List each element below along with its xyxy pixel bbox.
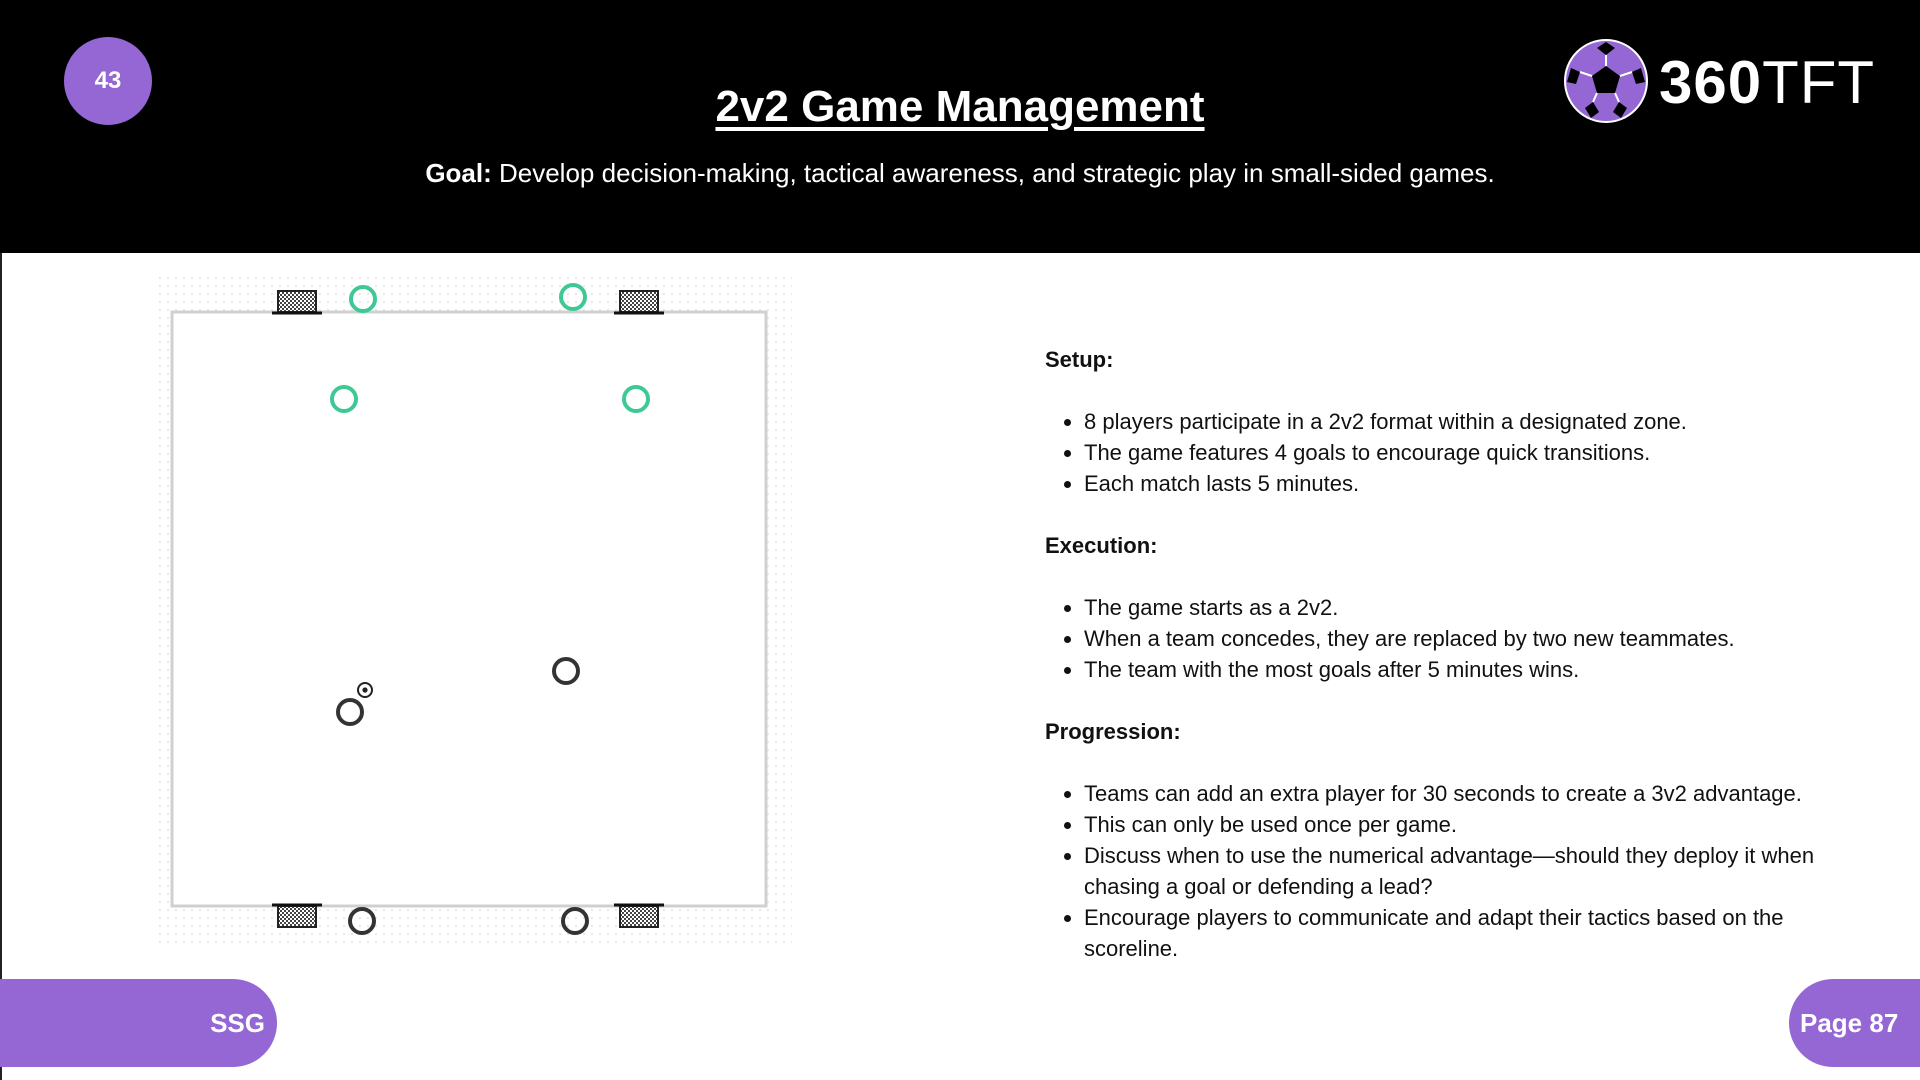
setup-list <box>1045 406 1825 499</box>
category-tab: SSG <box>0 979 277 1067</box>
goal-icon <box>272 291 322 313</box>
goal-icon <box>614 905 664 927</box>
list-item: • This can only be used once per game. <box>1084 809 1825 840</box>
brand-logo <box>1563 38 1893 124</box>
ball-icon <box>358 683 372 697</box>
setup-heading: Setup: <box>1045 347 1114 372</box>
progression-list <box>1045 778 1825 964</box>
goal-label: Goal: <box>425 158 492 188</box>
list-item: • Encourage players to communicate and adapt their tactics based on the scoreline. <box>1084 902 1825 964</box>
pitch-boundary <box>172 312 766 906</box>
page-number: Page 87 <box>1789 979 1920 1067</box>
execution-list <box>1045 592 1825 685</box>
list-item: • The team with the most goals after 5 minutes wins. <box>1084 654 1825 685</box>
list-item: • The game starts as a 2v2. <box>1084 592 1825 623</box>
header-bar <box>0 0 1920 253</box>
drill-diagram <box>158 276 792 949</box>
progression-heading: Progression: <box>1045 719 1181 744</box>
left-border <box>0 253 2 1080</box>
drill-instructions <box>1045 344 1825 964</box>
goal-icon <box>272 905 322 927</box>
brand-wordmark: 360TFT <box>1659 49 1876 116</box>
execution-heading: Execution: <box>1045 533 1158 558</box>
number-badge: 43 <box>64 37 152 125</box>
list-item: • Discuss when to use the numerical advantage—should they deploy it when chasing a goal or defending a lead? <box>1084 840 1825 902</box>
soccer-ball-icon <box>1563 38 1649 124</box>
list-item: • 8 players participate in a 2v2 format within a designated zone. <box>1084 406 1825 437</box>
list-item: • When a team concedes, they are replaced by two new teammates. <box>1084 623 1825 654</box>
goal-text: Develop decision-making, tactical awareness, and strategic play in small-sided games. <box>491 158 1495 188</box>
page-title: 2v2 Game Management <box>715 82 1205 131</box>
list-item: • Each match lasts 5 minutes. <box>1084 468 1825 499</box>
goal-icon <box>614 291 664 313</box>
list-item: • The game features 4 goals to encourage quick transitions. <box>1084 437 1825 468</box>
goal-line <box>0 158 1920 189</box>
list-item: • Teams can add an extra player for 30 seconds to create a 3v2 advantage. <box>1084 778 1825 809</box>
